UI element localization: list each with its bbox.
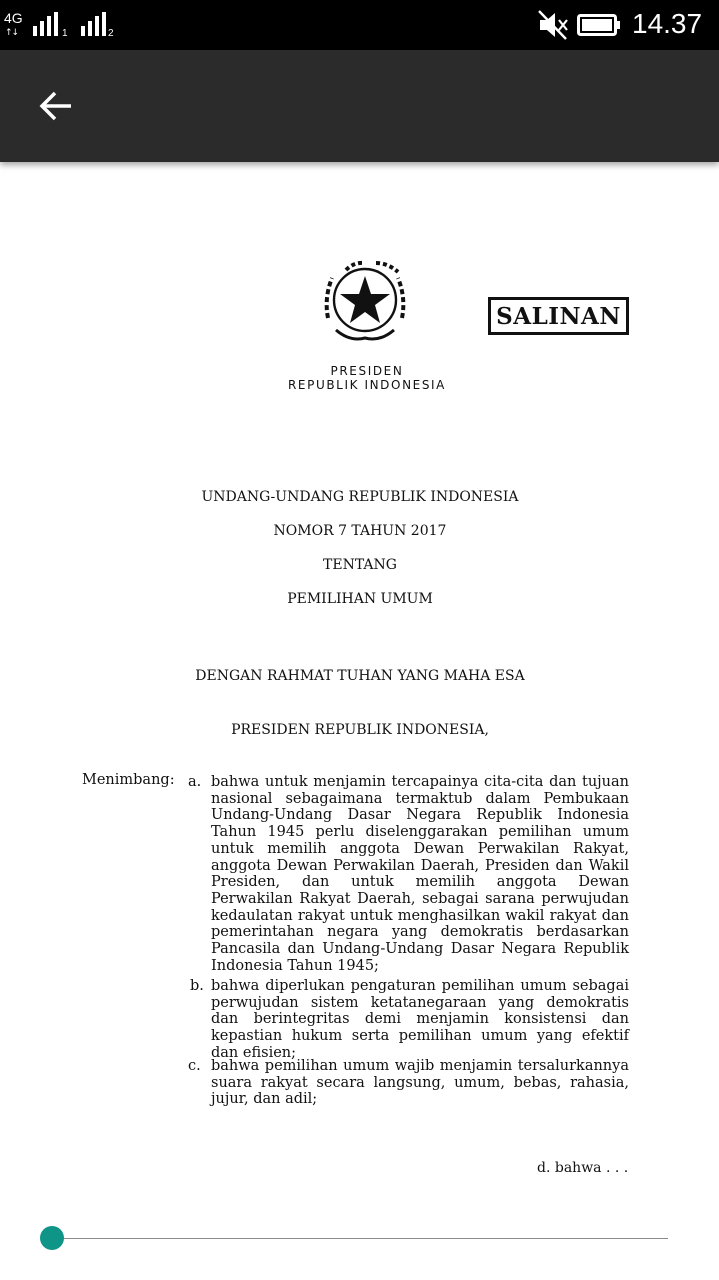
issuer-line-republik: REPUBLIK INDONESIA [287, 378, 446, 392]
signal-icon [80, 12, 110, 36]
document-page [0, 162, 719, 1212]
arrow-left-icon [38, 90, 74, 122]
status-bar [0, 0, 719, 50]
clock: 14.37 [632, 8, 703, 39]
garuda-star-emblem [318, 258, 412, 344]
law-number: NOMOR 7 TAHUN 2017 [273, 523, 447, 539]
invocation-line: DENGAN RAHMAT TUHAN YANG MAHA ESA [195, 668, 525, 684]
issuer-line-presiden: PRESIDEN [330, 364, 404, 378]
consideration-item-a: bahwa untuk menjamin tercapainya cita-cita dan tujuan nasional sebagaimana termaktub dalam Pembukaan Undang-Undang Dasar Negara Republik Indonesia Tahun 1945 perlu diselenggarakan pemilihan umum untuk memilih anggota Dewan Perwakilan Rakyat, anggota Dewan Perwakilan Daerah, Presiden dan Wakil Presiden, dan untuk memilih anggota Dewan Perwakilan Rakyat Daerah, sebagai sarana perwujudan kedaulatan rakyat untuk menghasilkan wakil rakyat dan pemerintahan negara yang demokratis berdasarkan Pancasila dan Undang-Undang Dasar Negara Republik Indonesia Tahun 1945; [211, 774, 629, 974]
law-tentang: TENTANG [323, 557, 397, 573]
sim2-label: 2 [108, 28, 114, 39]
slider-thumb[interactable] [40, 1226, 64, 1250]
mute-icon [536, 9, 570, 41]
sim1-label: 1 [62, 28, 68, 39]
item-letter-c: c. [188, 1058, 201, 1074]
network-type-label: 4G [4, 10, 23, 26]
menimbang-label: Menimbang: [82, 772, 175, 788]
law-subject: PEMILIHAN UMUM [287, 591, 433, 607]
consideration-item-b: bahwa diperlukan pengaturan pemilihan umum sebagai perwujudan sistem ketatanegaraan yang demokratis dan berintegritas demi menjamin konsistensi dan kepastian hukum serta pemilihan umum yang efektif dan efisien; [211, 978, 629, 1061]
data-activity-icon: ↑↓ [5, 28, 19, 38]
back-button[interactable] [26, 76, 86, 136]
battery-icon [577, 14, 621, 36]
law-title: UNDANG-UNDANG REPUBLIK INDONESIA [201, 489, 519, 505]
signal-icon [32, 12, 62, 36]
consideration-item-c: bahwa pemilihan umum wajib menjamin tersalurkannya suara rakyat secara langsung, umum, bebas, rahasia, jujur, dan adil; [211, 1058, 629, 1108]
item-letter-a: a. [188, 774, 202, 790]
app-bar [0, 50, 719, 162]
item-letter-b: b. [190, 978, 204, 994]
page-slider[interactable] [38, 1224, 670, 1254]
salinan-stamp: SALINAN [488, 297, 629, 335]
next-page-reference: d. bahwa . . . [537, 1160, 629, 1176]
addressor-line: PRESIDEN REPUBLIK INDONESIA, [231, 722, 489, 738]
slider-track[interactable] [52, 1238, 668, 1239]
